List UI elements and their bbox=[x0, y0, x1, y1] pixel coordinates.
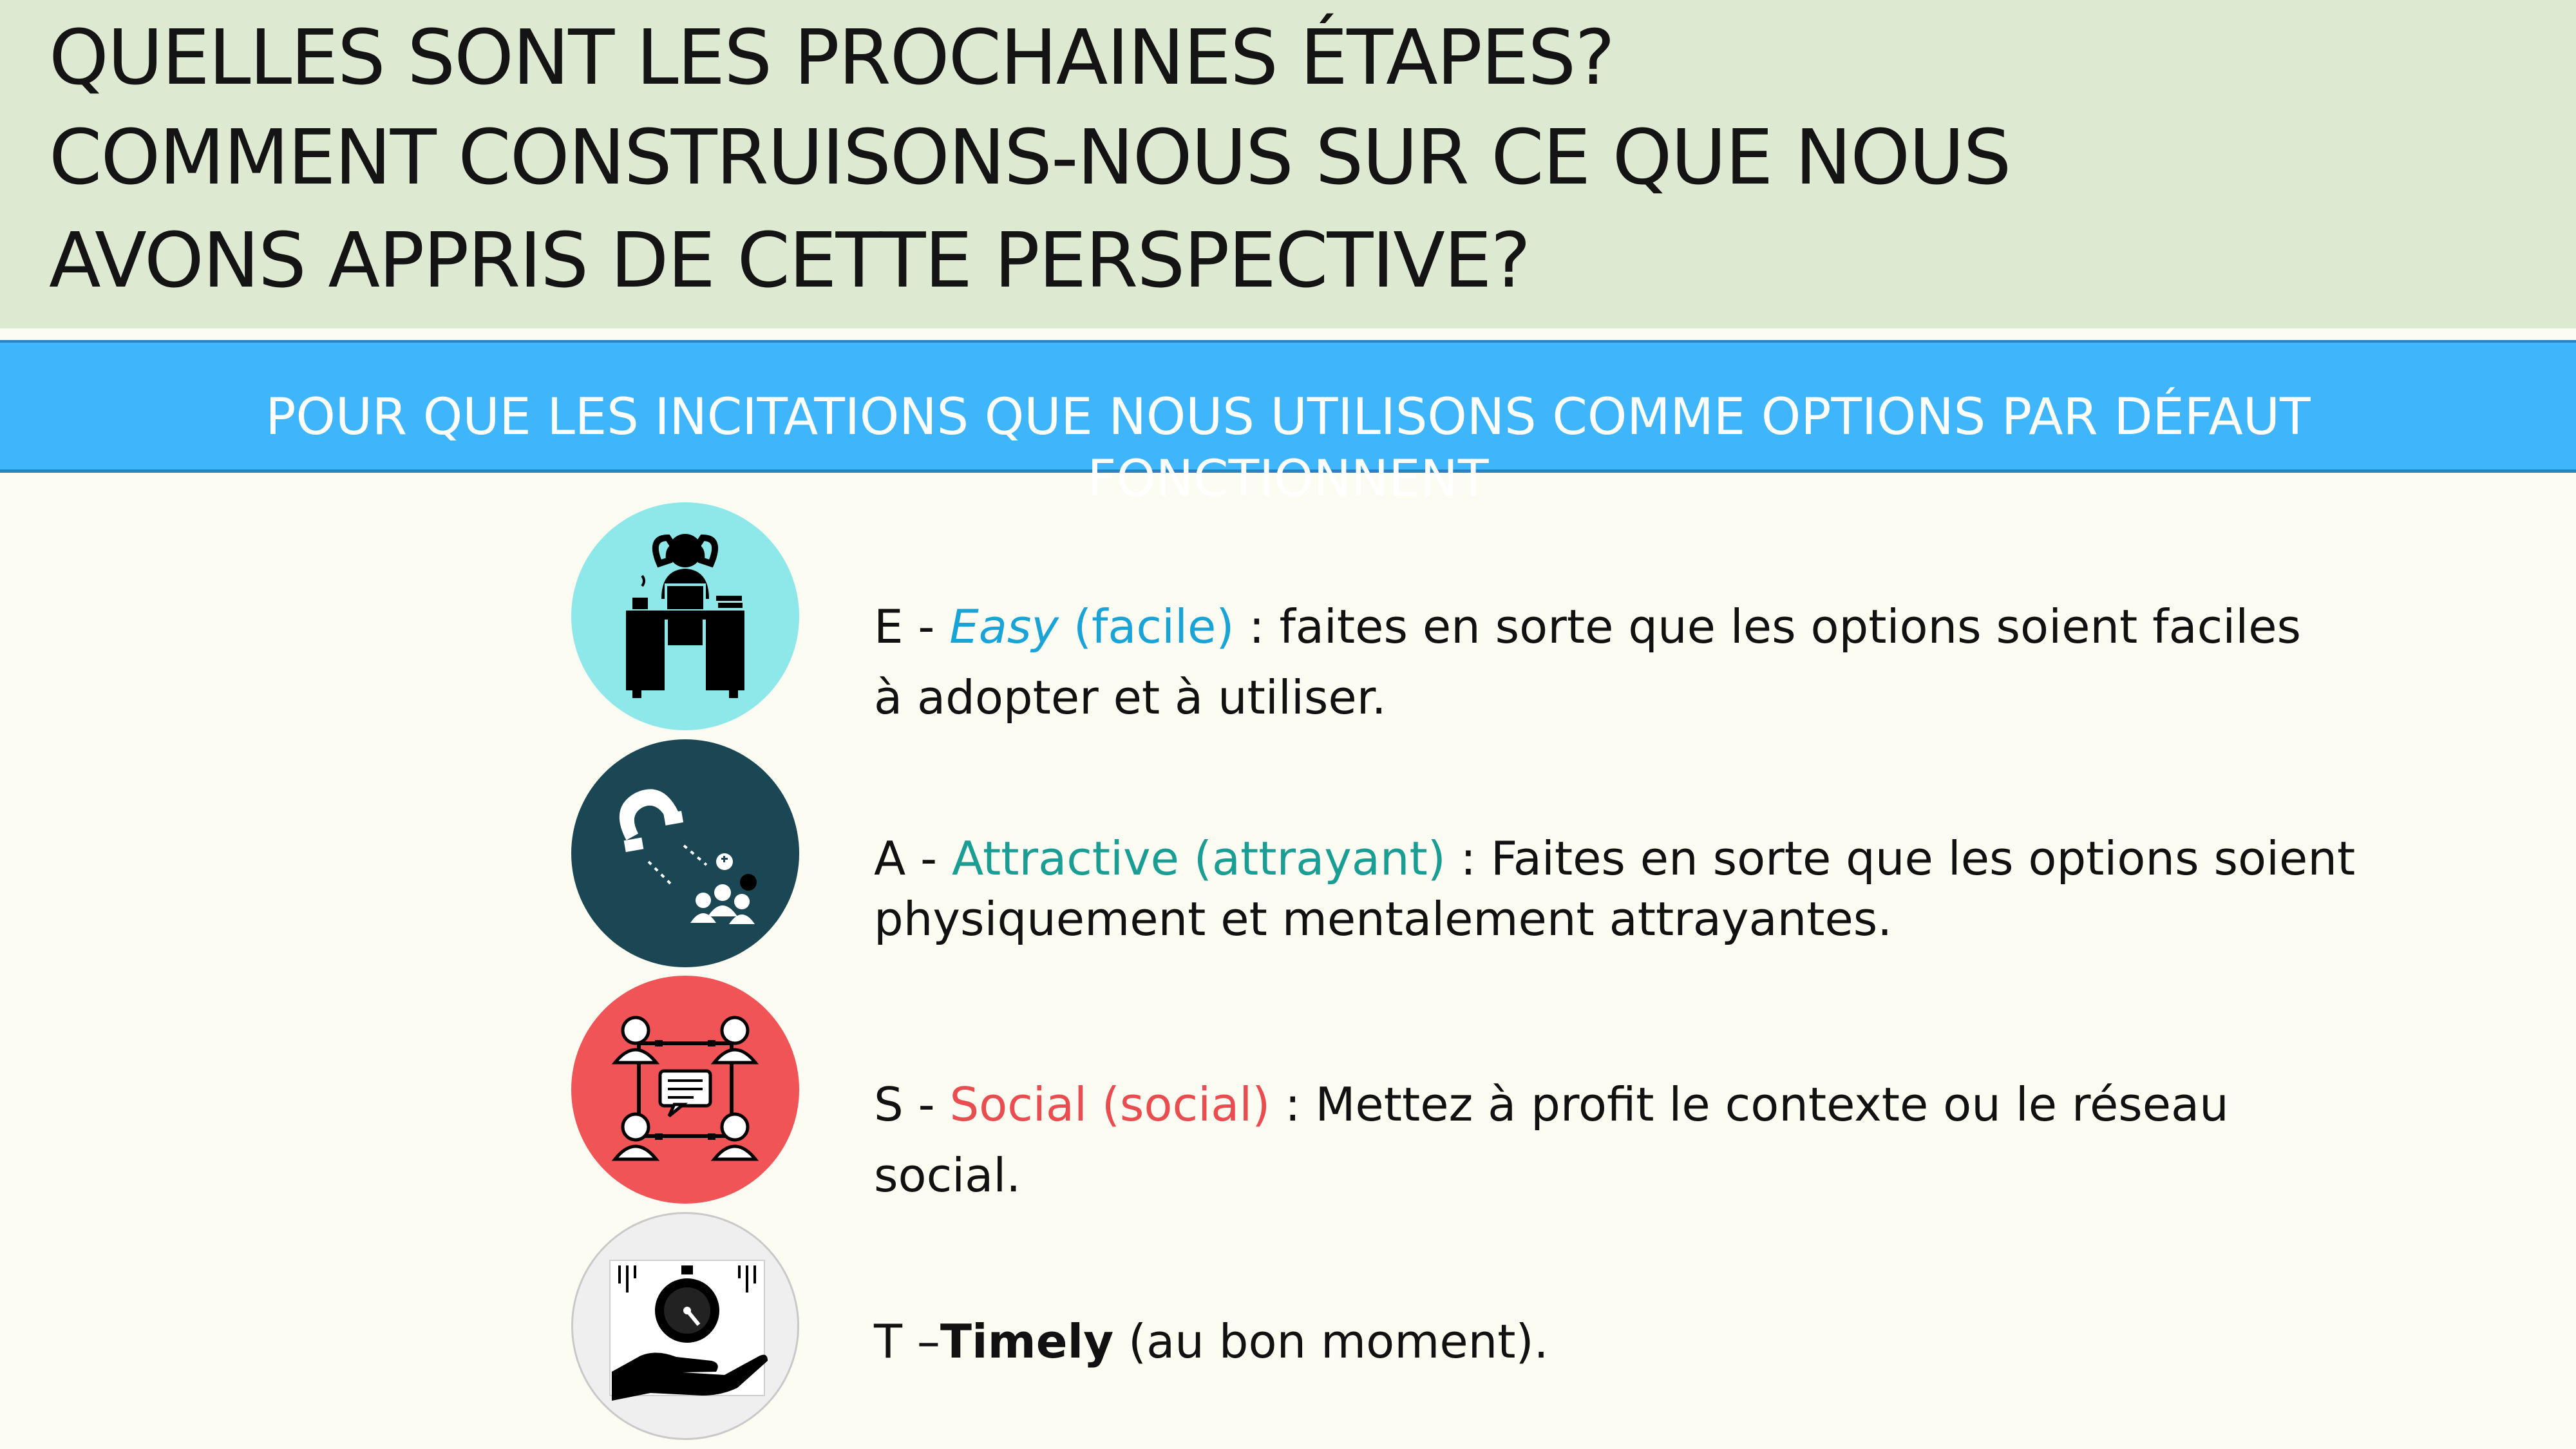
item-attractive bbox=[874, 828, 2355, 950]
item-easy-keyword bbox=[949, 600, 1234, 654]
page-title-line-1: QUELLES SONT LES PROCHAINES ÉTAPES? bbox=[49, 13, 1614, 102]
desk-worker-graphic bbox=[571, 502, 799, 730]
item-easy-line2: à adopter et à utiliser. bbox=[874, 670, 1387, 724]
item-easy-line1: : faites en sorte que les options soient faciles bbox=[1234, 600, 2302, 654]
item-timely-line1: (au bon moment). bbox=[1113, 1314, 1549, 1368]
item-easy bbox=[874, 596, 2355, 728]
item-easy-prefix: E - bbox=[874, 600, 950, 654]
item-easy-keyword-rest: (facile) bbox=[1058, 600, 1235, 654]
item-attractive-keyword: Attractive (attrayant) bbox=[952, 831, 1446, 886]
item-timely-prefix: T – bbox=[874, 1314, 940, 1368]
item-social-line2: social. bbox=[874, 1148, 1021, 1202]
item-social-line1: : Mettez à profit le contexte ou le réseau bbox=[1270, 1077, 2229, 1132]
item-social-keyword: Social (social) bbox=[949, 1077, 1271, 1132]
item-attractive-line2: physiquement et mentalement attrayantes. bbox=[874, 892, 1893, 946]
title-header bbox=[0, 0, 2576, 328]
social-network-graphic bbox=[571, 976, 799, 1204]
item-timely-keyword: Timely bbox=[940, 1314, 1114, 1368]
social-network-icon bbox=[571, 976, 799, 1204]
magnet-people-graphic bbox=[571, 739, 799, 967]
page-title-line-2: COMMENT CONSTRUISONS-NOUS SUR CE QUE NOUS bbox=[49, 113, 2011, 202]
desk-worker-icon bbox=[571, 502, 799, 730]
item-timely bbox=[874, 1311, 2355, 1372]
stopwatch-hand-graphic bbox=[573, 1214, 801, 1442]
item-social bbox=[874, 1074, 2355, 1206]
item-attractive-prefix: A - bbox=[874, 831, 952, 886]
magnet-people-icon bbox=[571, 739, 799, 967]
stopwatch-hand-icon bbox=[571, 1212, 799, 1440]
page-title-line-3: AVONS APPRIS DE CETTE PERSPECTIVE? bbox=[49, 216, 1530, 305]
item-easy-keyword-italic: Easy bbox=[949, 600, 1059, 654]
banner-text: POUR QUE LES INCITATIONS QUE NOUS UTILISONS COMME OPTIONS PAR DÉFAUT FONCTIONNENT bbox=[265, 388, 2311, 508]
item-social-prefix: S - bbox=[874, 1077, 950, 1132]
subtitle-banner bbox=[0, 340, 2576, 508]
item-attractive-line1: : Faites en sorte que les options soient bbox=[1445, 831, 2356, 886]
